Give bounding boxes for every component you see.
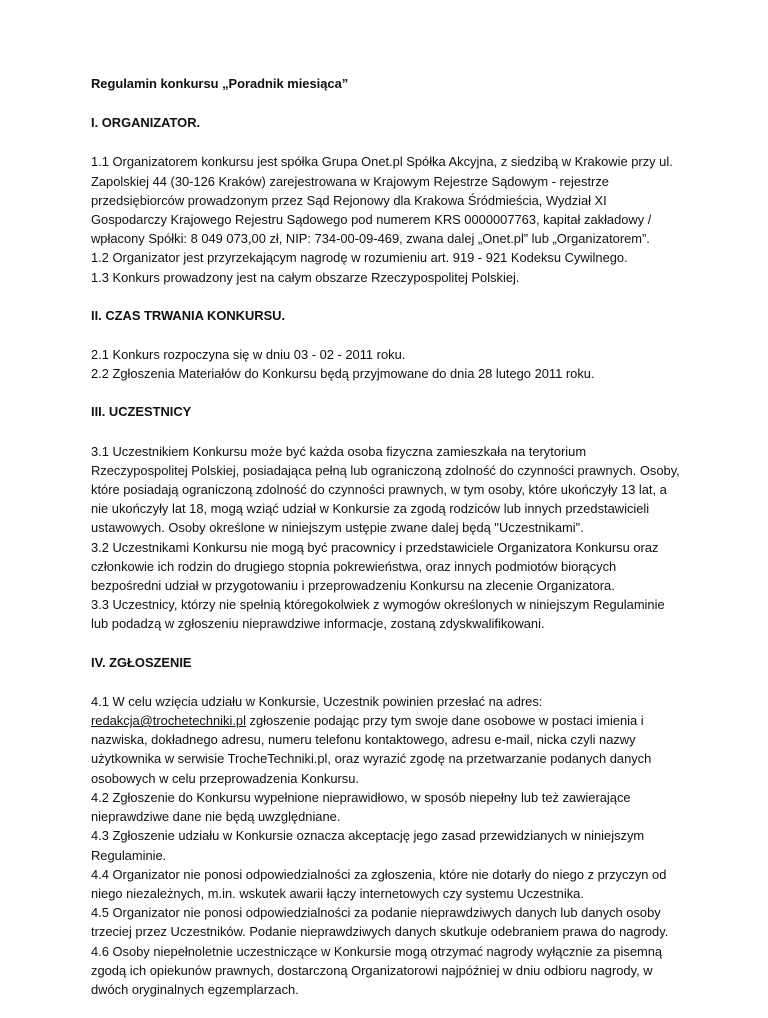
email-link[interactable]: redakcja@trochetechniki.pl (91, 713, 246, 729)
paragraph-4-2: 4.2 Zgłoszenie do Konkursu wypełnione nieprawidłowo, w sposób niepełny lub też zawierające nieprawdziwe dane nie będą uwzględniane. (91, 789, 631, 825)
section-heading: I. ORGANIZATOR. (91, 115, 201, 131)
section-heading: IV. ZGŁOSZENIE (91, 654, 192, 670)
paragraph-2-1: 2.1 Konkurs rozpoczyna się w dniu 03 - 02 - 2011 roku. (91, 347, 406, 363)
section-heading: II. CZAS TRWANIA KONKURSU. (91, 307, 286, 323)
paragraph-4-1 (91, 692, 681, 788)
paragraph-3-1: 3.1 Uczestnikiem Konkursu może być każda osoba fizyczna zamieszkała na terytorium Rzeczypospolitej Polskiej, posiadająca pełną lub ograniczoną zdolność do czynności prawnych. Osoby, które posiadają ograniczoną zdolność do czynności prawnych, w tym osoby, które ukończyły 13 lat, a nie ukończyły lat 18, mogą wziąć udział w Konkursie za zgodą rodziców lub innych przedstawicieli ustawowych. Osoby określone w niniejszym ustępie zwane dalej będą "Uczestnikami". (91, 443, 680, 536)
paragraph-2-2: 2.2 Zgłoszenia Materiałów do Konkursu będą przyjmowane do dnia 28 lutego 2011 roku. (91, 366, 595, 382)
paragraph-1-2: 1.2 Organizator jest przyrzekającym nagrodę w rozumieniu art. 919 - 921 Kodeksu Cywilnego. (91, 250, 628, 266)
section-organizator (91, 113, 681, 287)
paragraph-3-2: 3.2 Uczestnikami Konkursu nie mogą być pracownicy i przedstawiciele Organizatora Konkursu oraz członkowie ich rodzin do drugiego stopnia pokrewieństwa, oraz innych podmiotów biorących bezpośredni udział w przygotowaniu i przeprowadzeniu Konkursu na zlecenie Organizatora. (91, 539, 659, 594)
paragraph-1-3: 1.3 Konkurs prowadzony jest na całym obszarze Rzeczypospolitej Polskiej. (91, 269, 520, 285)
document-page (91, 74, 681, 1018)
paragraph-4-3: 4.3 Zgłoszenie udziału w Konkursie oznacza akceptację jego zasad przewidzianych w niniejszym Regulaminie. (91, 828, 645, 863)
paragraph-4-6: 4.6 Osoby niepełnoletnie uczestniczące w Konkursie mogą otrzymać nagrody wyłącznie za pisemną zgodą ich opiekunów prawnych, dostarczoną Organizatorowi najpóźniej w dniu odbioru nagrody, w dwóch oryginalnych egzemplarzach. (91, 943, 663, 997)
section-heading: III. UCZESTNICY (91, 404, 192, 420)
section-zgloszenie (91, 653, 681, 999)
paragraph-3-3: 3.3 Uczestnicy, którzy nie spełnią któregokolwiek z wymogów określonych w niniejszym Regulaminie lub podadzą w zgłoszeniu nieprawdziwe informacje, zostaną zdyskwalifikowani. (91, 597, 665, 632)
paragraph-1-1: 1.1 Organizatorem konkursu jest spółka Grupa Onet.pl Spółka Akcyjna, z siedzibą w Krakowie przy ul. Zapolskiej 44 (30-126 Kraków) zarejestrowana w Krajowym Rejestrze Sądowym - rejestrze przedsiębiorców prowadzonym przez Sąd Rejonowy dla Krakowa Śródmieścia, Wydział XI Gospodarczy Krajowego Rejestru Sądowego pod numerem KRS 0000007763, kapitał zakładowy / wpłacony Spółki: 8 049 073,00 zł, NIP: 734-00-09-469, zwana dalej „Onet.pl” lub „Organizatorem”. (91, 154, 673, 247)
paragraph-4-5: 4.5 Organizator nie ponosi odpowiedzialności za podanie nieprawdziwych danych lub danych osoby trzeciej przez Uczestników. Podanie nieprawdziwych danych skutkuje odebraniem prawa do nagrody. (91, 905, 669, 940)
paragraph-4-1-text-continued: zgłoszenie podając przy tym swoje dane osobowe w postaci imienia i nazwiska, dokładnego adresu, numeru telefonu kontaktowego, adresu e-mail, nicka czyli nazwy użytkownika w serwisie TrocheTechniki.pl, oraz wyrazić zgodę na przetwarzanie podanych danych osobowych w celu przeprowadzenia Konkursu. (91, 713, 652, 786)
paragraph-4-1-text: 4.1 W celu wzięcia udziału w Konkursie, Uczestnik powinien przesłać na adres: (91, 693, 543, 709)
paragraph-4-4: 4.4 Organizator nie ponosi odpowiedzialności za zgłoszenia, które nie dotarły do niego z przyczyn od niego niezależnych, m.in. wskutek awarii łączy internetowych czy systemu Uczestnika. (91, 866, 667, 901)
section-uczestnicy (91, 402, 681, 633)
section-czas-trwania (91, 306, 681, 384)
document-title: Regulamin konkursu „Poradnik miesiąca” (91, 76, 349, 91)
